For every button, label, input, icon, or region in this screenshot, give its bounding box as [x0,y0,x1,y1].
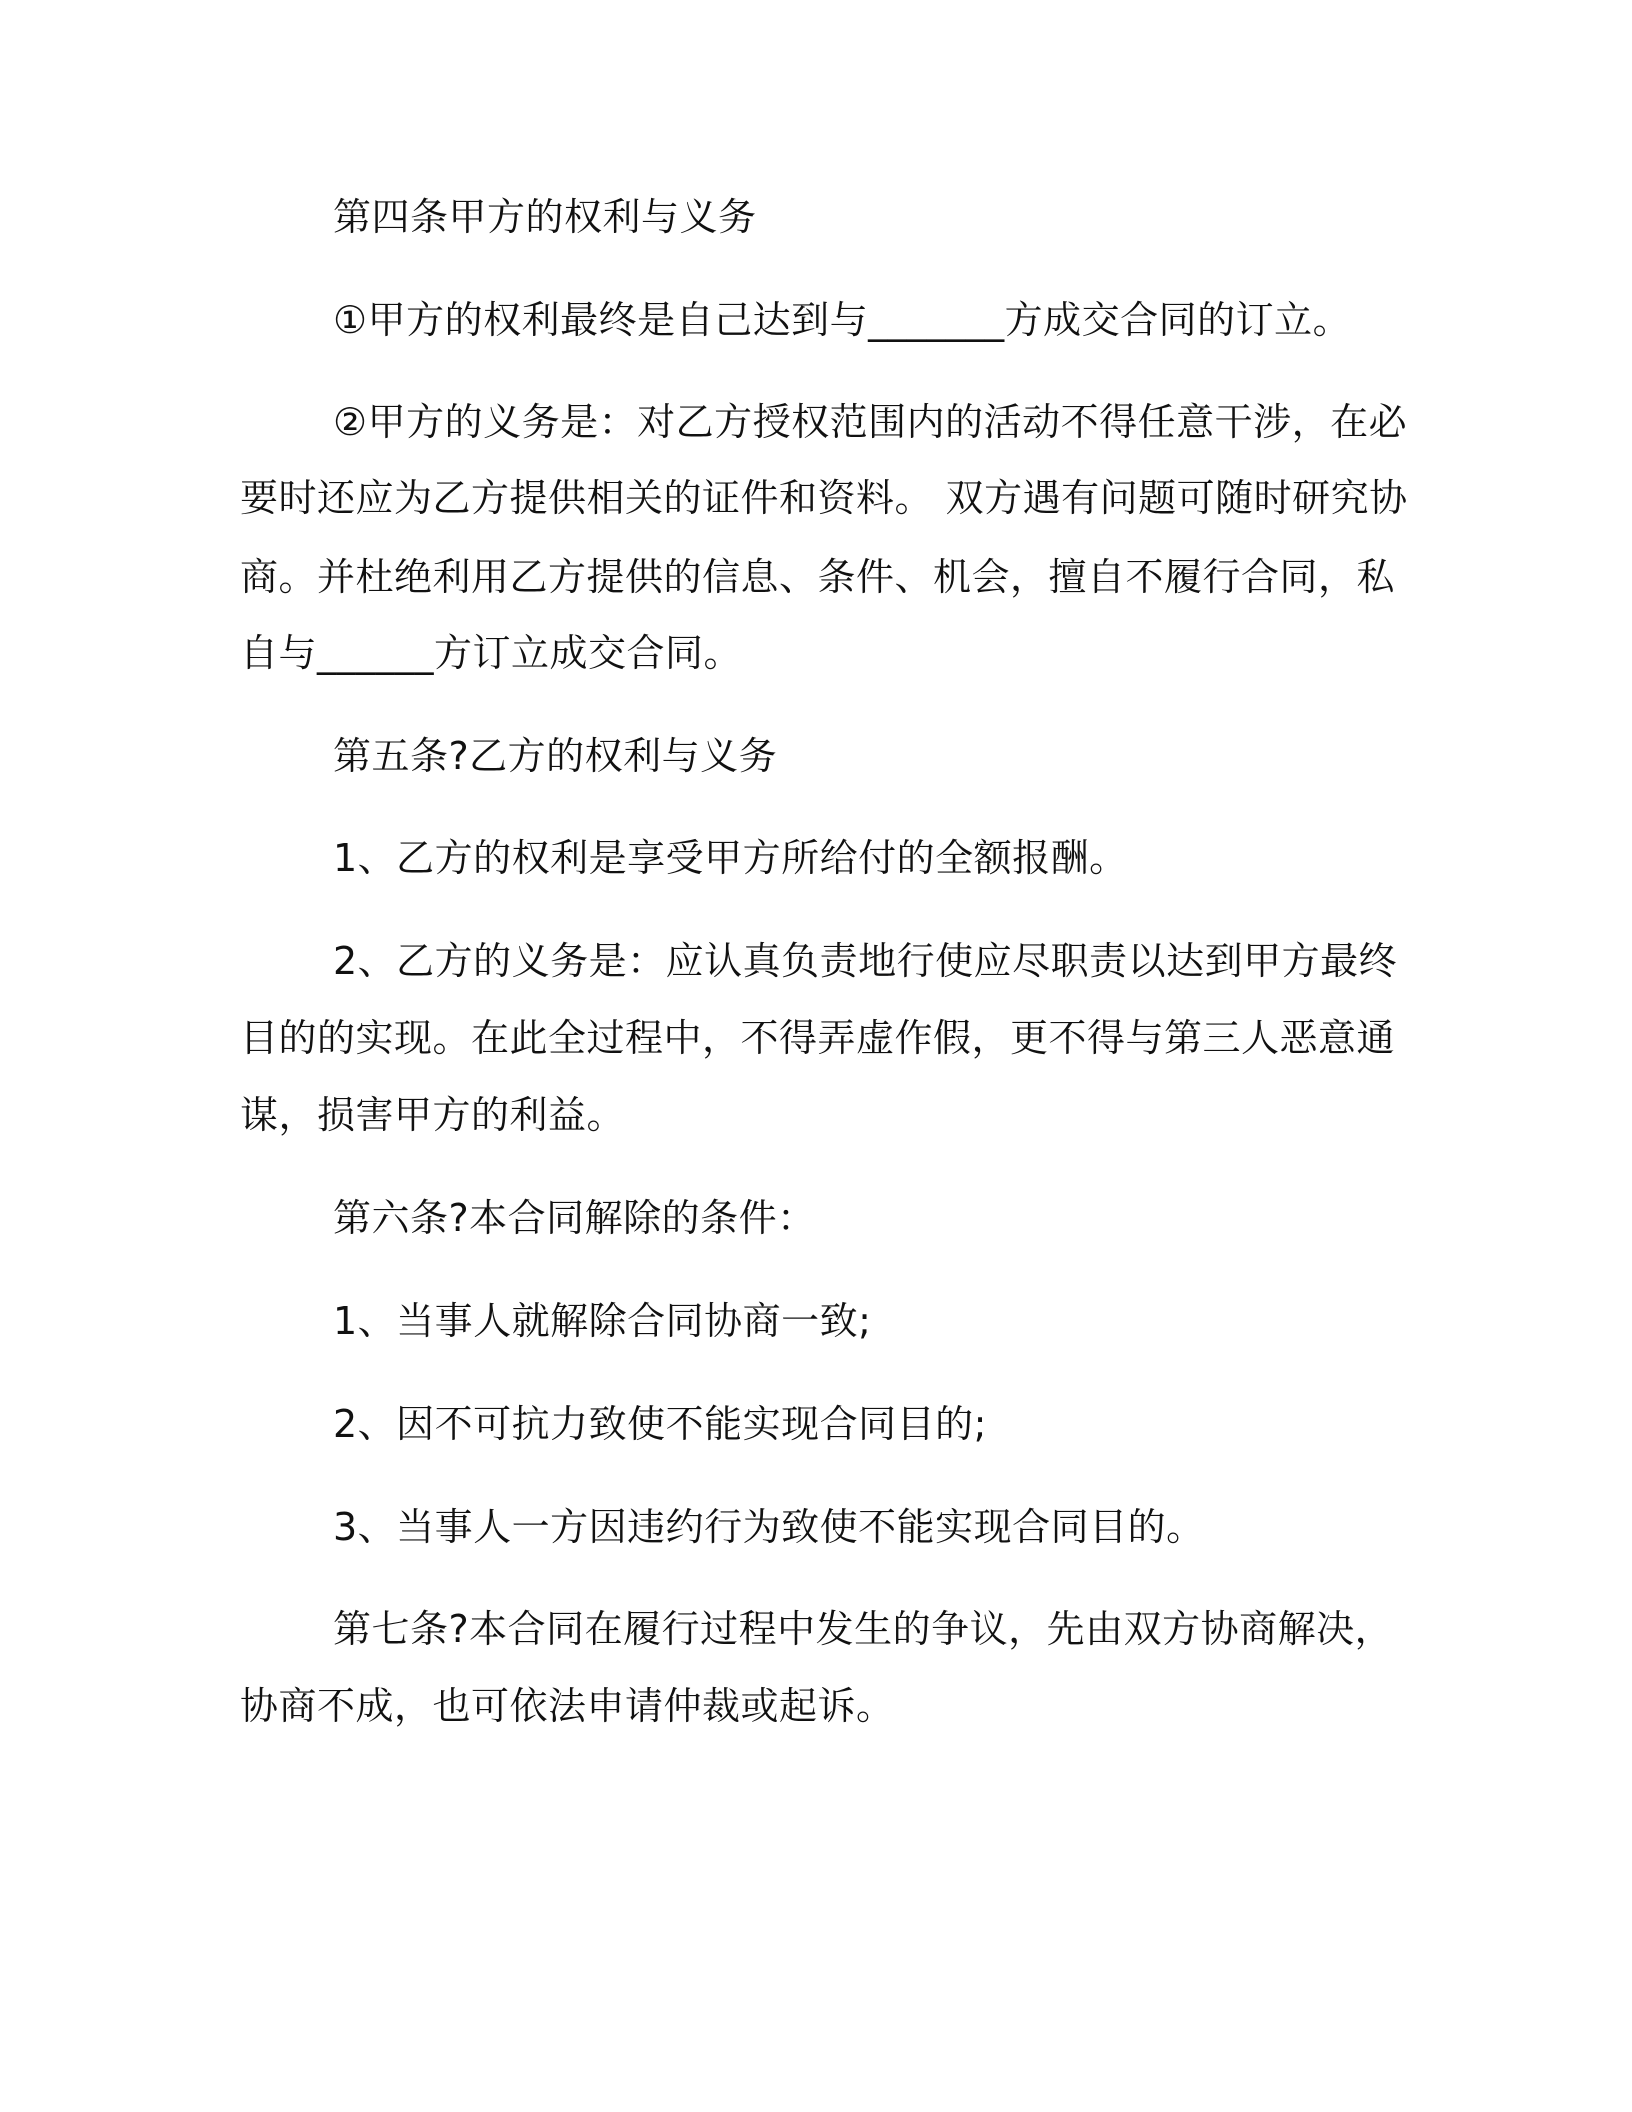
article-5-item-1: 1、乙方的权利是享受甲方所给付的全额报酬。 [333,836,1128,880]
article-4-heading: 第四条甲方的权利与义务 [333,195,757,239]
article-4-clause-2-line-3: 商。并杜绝利用乙方提供的信息、条件、机会，擅自不履行合同，私 [240,555,1396,599]
article-6-item-1: 1、当事人就解除合同协商一致; [333,1299,872,1343]
article-6-item-3: 3、当事人一方因违约行为致使不能实现合同目的。 [333,1505,1205,1549]
article-4-clause-1: ①甲方的权利最终是自己达到与_______方成交合同的订立。 [333,298,1352,342]
article-4-clause-2-line-2: 要时还应为乙方提供相关的证件和资料。 双方遇有问题可随时研究协 [240,476,1408,520]
article-5-item-2-line-1: 2、乙方的义务是：应认真负责地行使应尽职责以达到甲方最终 [333,939,1398,983]
article-6-item-2: 2、因不可抗力致使不能实现合同目的; [333,1402,987,1446]
article-6-heading: 第六条?本合同解除的条件： [333,1196,816,1240]
article-5-heading: 第五条?乙方的权利与义务 [333,734,778,778]
article-7-line-1: 第七条?本合同在履行过程中发生的争议，先由双方协商解决， [333,1607,1394,1651]
article-5-item-2-line-3: 谋，损害甲方的利益。 [240,1093,626,1137]
article-5-item-2-line-2: 目的的实现。在此全过程中，不得弄虚作假，更不得与第三人恶意通 [240,1016,1396,1060]
article-7-line-2: 协商不成，也可依法申请仲裁或起诉。 [240,1684,895,1728]
article-4-clause-2-line-1: ②甲方的义务是：对乙方授权范围内的活动不得任意干涉，在必 [333,400,1408,444]
article-4-clause-2-line-4: 自与______方订立成交合同。 [240,631,743,675]
